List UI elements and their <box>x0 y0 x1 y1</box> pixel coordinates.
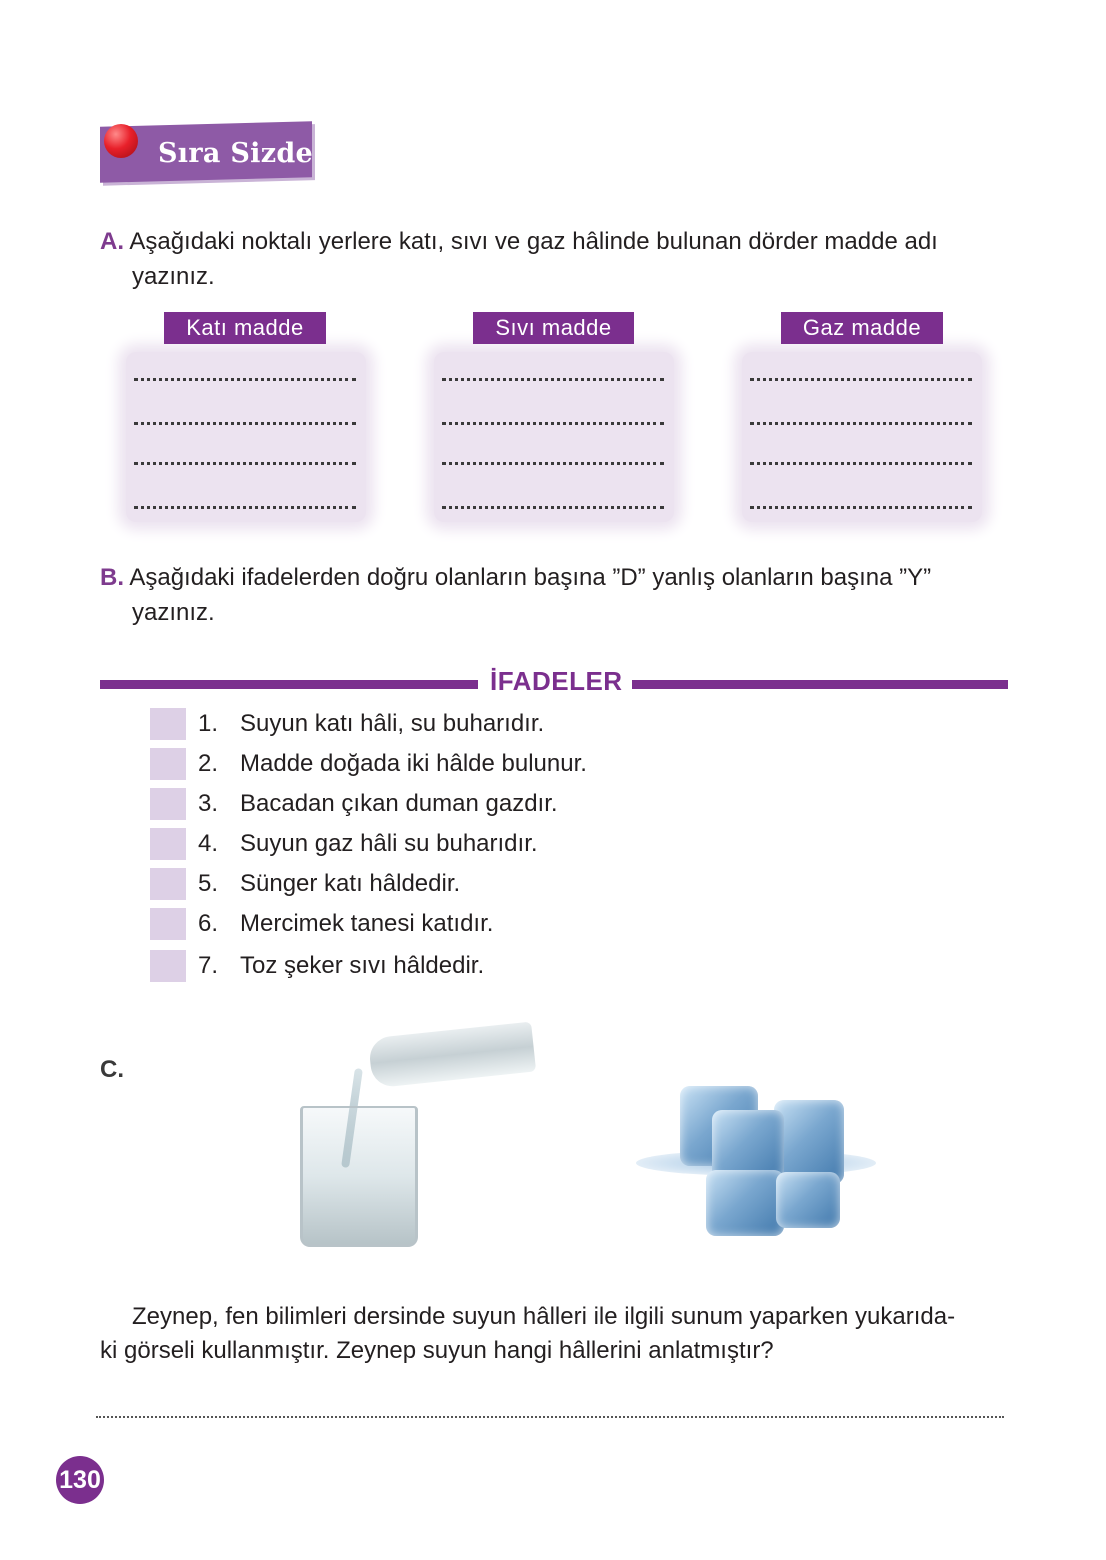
statement-number: 3. <box>197 790 218 817</box>
answer-box[interactable] <box>150 788 186 820</box>
question-b <box>100 560 931 595</box>
statement-number: 2. <box>197 750 218 777</box>
answer-line[interactable] <box>750 462 972 465</box>
answer-line[interactable] <box>134 378 356 381</box>
question-c-text-line1: Zeynep, fen bilimleri dersinde suyun hâlleri ile ilgili sunum yaparken yukarıda- <box>132 1303 956 1330</box>
sivi-madde-label: Sıvı madde <box>473 312 634 344</box>
question-b-letter: B. <box>100 564 124 591</box>
answer-line[interactable] <box>442 462 664 465</box>
answer-line[interactable] <box>750 422 972 425</box>
question-c-text-line2: ki görseli kullanmıştır. Zeynep suyun hangi hâllerini anlatmıştır? <box>100 1337 774 1364</box>
statement-number: 5. <box>197 870 218 897</box>
statement-text: Sünger katı hâldedir. <box>240 870 461 897</box>
answer-line[interactable] <box>442 422 664 425</box>
answer-box[interactable] <box>150 708 186 740</box>
answer-line[interactable] <box>134 506 356 509</box>
answer-line[interactable] <box>134 422 356 425</box>
question-a-text-line2: yazınız. <box>132 263 215 290</box>
answer-box[interactable] <box>150 908 186 940</box>
question-a-text-line1: Aşağıdaki noktalı yerlere katı, sıvı ve gaz hâlinde bulunan dörder madde adı <box>129 228 938 255</box>
pushpin-icon <box>104 124 138 158</box>
question-a-letter: A. <box>100 228 124 255</box>
answer-box[interactable] <box>150 828 186 860</box>
statement-number: 7. <box>197 952 218 979</box>
question-b-text-line1: Aşağıdaki ifadelerden doğru olanların başına ”D” yanlış olanların başına ”Y” <box>129 564 932 591</box>
kati-madde-label: Katı madde <box>164 312 326 344</box>
ice-cube-image <box>776 1172 840 1228</box>
answer-line[interactable] <box>442 378 664 381</box>
statement-text: Suyun katı hâli, su buharıdır. <box>240 710 545 737</box>
question-b-text-line2: yazınız. <box>132 599 215 626</box>
answer-box[interactable] <box>150 748 186 780</box>
statement-text: Toz şeker sıvı hâldedir. <box>240 952 485 979</box>
answer-line[interactable] <box>750 506 972 509</box>
statement-text: Mercimek tanesi katıdır. <box>240 910 494 937</box>
statement-number: 4. <box>197 830 218 857</box>
banner-title: Sıra Sizde <box>158 138 314 169</box>
statement-text: Bacadan çıkan duman gazdır. <box>240 790 558 817</box>
gaz-madde-label: Gaz madde <box>781 312 943 344</box>
page-number: 130 <box>56 1456 104 1504</box>
answer-line[interactable] <box>750 378 972 381</box>
statement-text: Suyun gaz hâli su buharıdır. <box>240 830 538 857</box>
answer-line[interactable] <box>96 1416 1004 1418</box>
water-glass-image <box>300 1106 418 1247</box>
answer-line[interactable] <box>134 462 356 465</box>
statement-number: 6. <box>197 910 218 937</box>
ifadeler-title: İFADELER <box>490 666 623 696</box>
water-bottle-image <box>368 1022 536 1089</box>
question-a <box>100 224 938 259</box>
question-c-letter: C. <box>100 1056 124 1083</box>
answer-box[interactable] <box>150 950 186 982</box>
divider-right <box>632 680 1008 689</box>
divider-left <box>100 680 478 689</box>
statement-number: 1. <box>197 710 218 737</box>
statement-text: Madde doğada iki hâlde bulunur. <box>240 750 587 777</box>
answer-box[interactable] <box>150 868 186 900</box>
answer-line[interactable] <box>442 506 664 509</box>
ice-cube-image <box>706 1170 784 1236</box>
